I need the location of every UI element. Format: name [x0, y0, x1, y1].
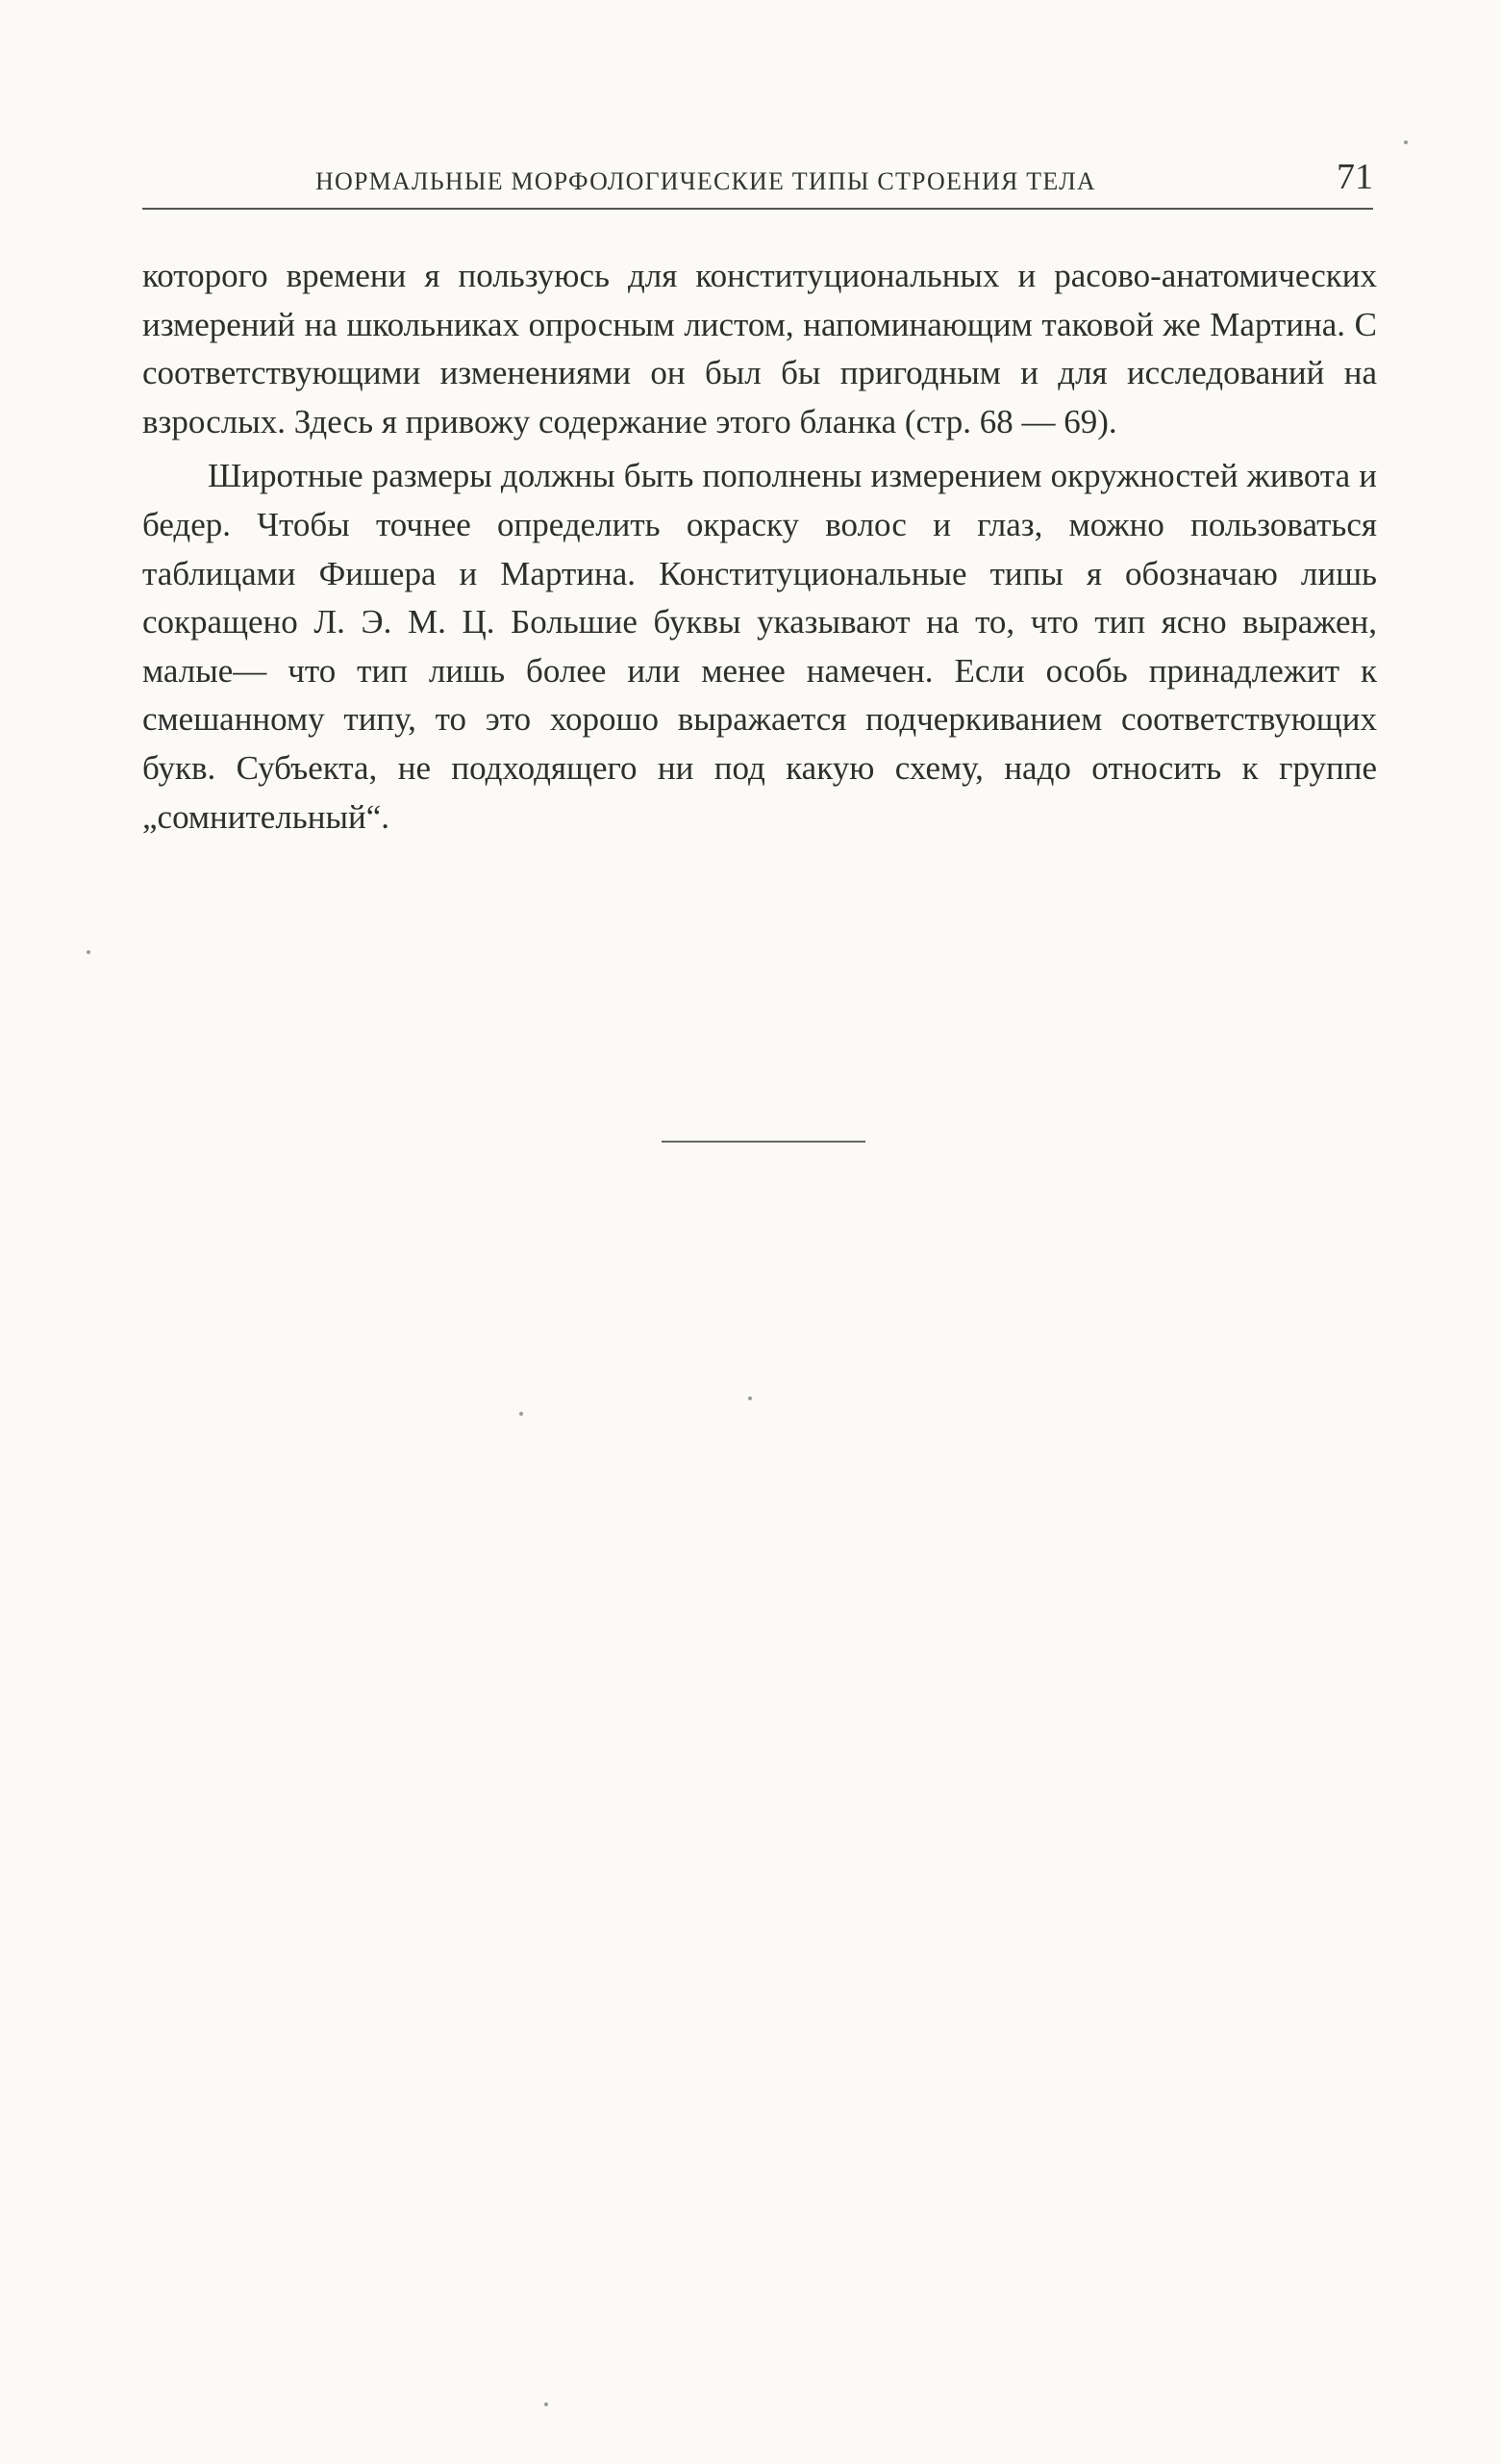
running-head	[142, 154, 1373, 208]
header-rule	[142, 208, 1373, 210]
page-number: 71	[1337, 157, 1373, 197]
paper-speck	[544, 2402, 548, 2406]
paragraph-2: Широтные размеры должны быть пополнены измерением окружностей живота и бедер. Чтобы точнее определить окраску волос и глаз, можно пользоваться таблицами Фишера и Мартина. Конституциональные типы я обозначаю лишь сокращено Л. Э. М. Ц. Большие буквы указывают на то, что тип ясно выражен, малые— что тип лишь более или менее намечен. Если особь принадлежит к смешанному типу, то это хорошо выражается подчеркиванием соответствующих букв. Субъекта, не подходящего ни под какую схему, надо относить к группе „сомнительный“.	[142, 457, 1377, 836]
running-title: НОРМАЛЬНЫЕ МОРФОЛОГИЧЕСКИЕ ТИПЫ СТРОЕНИЯ ТЕЛА	[315, 167, 1096, 195]
body-text	[142, 252, 1377, 842]
section-end-rule	[662, 1141, 865, 1143]
paper-speck	[519, 1412, 523, 1416]
paper-speck	[1404, 140, 1408, 144]
paper-speck	[87, 950, 90, 954]
paper-speck	[748, 1396, 752, 1400]
paragraph-1: которого времени я пользуюсь для конституциональных и расово-анатомических измерений на школьниках опросным листом, напоминающим таковой же Мартина. С соответствующими изменениями он был бы пригодным и для исследований на взрослых. Здесь я привожу содержание этого бланка (стр. 68 — 69).	[142, 257, 1377, 440]
